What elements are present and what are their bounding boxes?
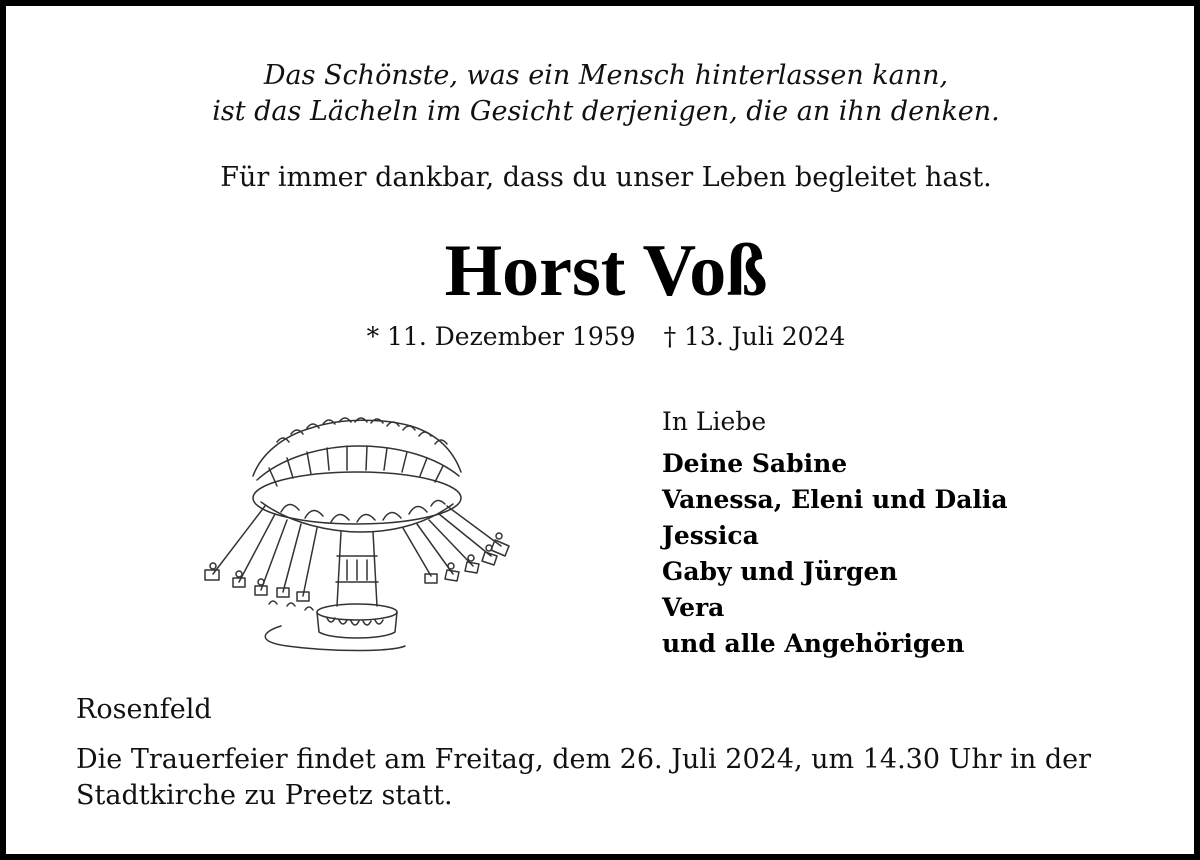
- death-date: † 13. Juli 2024: [663, 322, 846, 351]
- mourner-line: und alle Angehörigen: [662, 629, 965, 658]
- motto-line-2: ist das Lächeln im Gesicht derjenigen, die an ihn denken.: [212, 96, 1000, 127]
- place-name: Rosenfeld: [76, 694, 212, 725]
- service-line-1: Die Trauerfeier findet am Freitag, dem 26. Juli 2024, um 14.30 Uhr in der: [76, 744, 1092, 775]
- birth-date: * 11. Dezember 1959: [366, 322, 636, 351]
- mourner-line: Jessica: [662, 521, 759, 550]
- mourner-line: Gaby und Jürgen: [662, 557, 898, 586]
- gratitude-line: Für immer dankbar, dass du unser Leben begleitet hast.: [220, 162, 992, 193]
- mourners-block: [662, 404, 1162, 662]
- motto-line-1: Das Schönste, was ein Mensch hinterlassen kann,: [263, 60, 949, 91]
- mourner-line: Vera: [662, 593, 725, 622]
- funeral-service-text: [76, 742, 1146, 814]
- service-line-2: Stadtkirche zu Preetz statt.: [76, 780, 453, 811]
- deceased-name: Horst Voß: [444, 230, 768, 312]
- chairoplane-carousel-icon: [191, 406, 521, 666]
- in-love-label: In Liebe: [662, 407, 767, 436]
- life-dates: [6, 320, 1200, 354]
- mourner-line: Vanessa, Eleni und Dalia: [662, 485, 1008, 514]
- mourner-line: Deine Sabine: [662, 449, 848, 478]
